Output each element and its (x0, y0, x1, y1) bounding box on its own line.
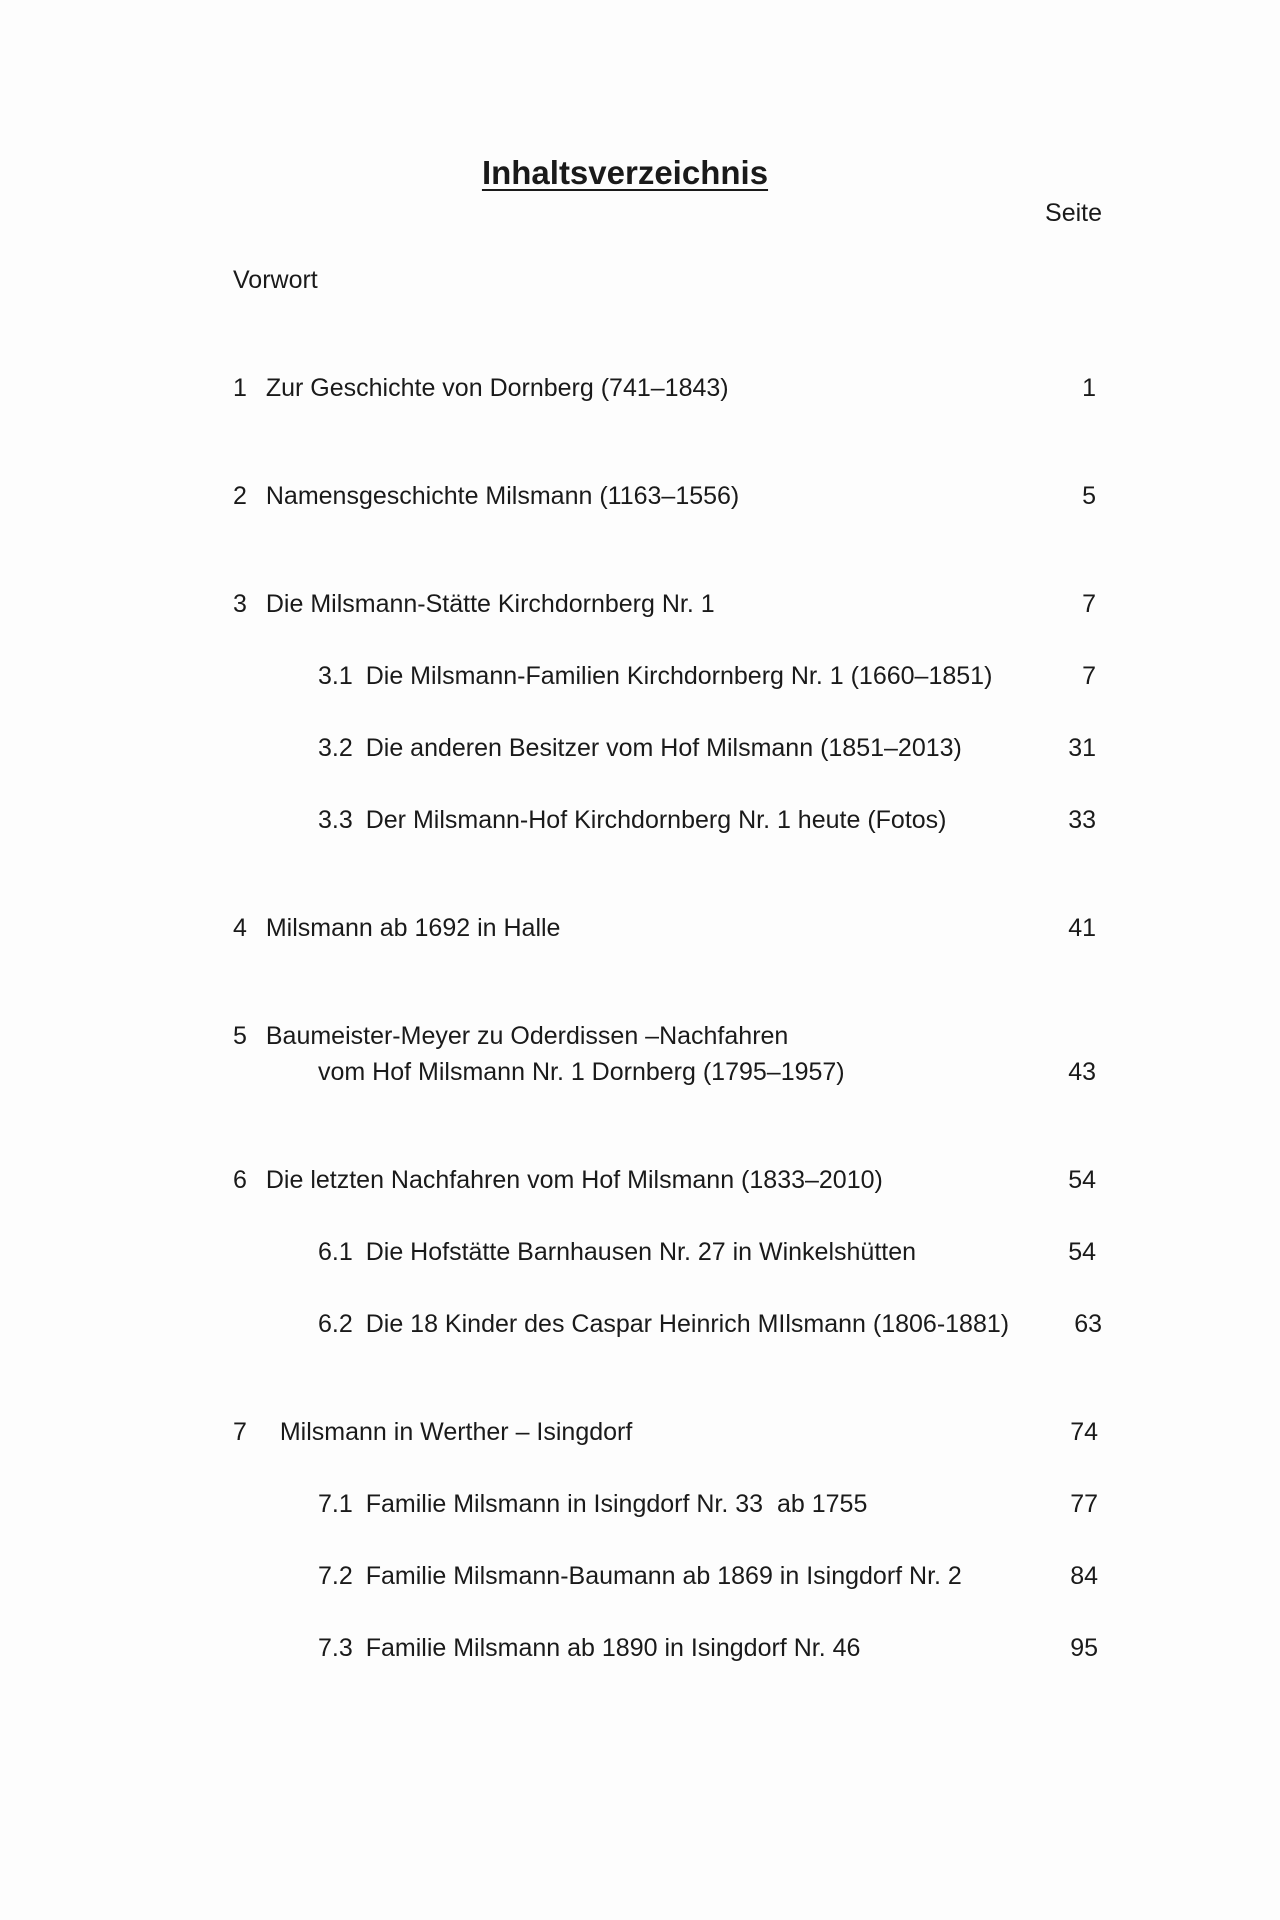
toc-subentry (318, 662, 992, 691)
toc-entry-text: Die Hofstätte Barnhausen Nr. 27 in Winkelshütten (365, 1238, 917, 1266)
toc-entry (233, 590, 715, 619)
toc-entry (233, 1166, 883, 1195)
toc-entry-number: 1 (233, 374, 247, 402)
toc-entry-number: 3.1 (318, 662, 353, 690)
toc-entry-text: Die Milsmann-Familien Kirchdornberg Nr. 1 (1660–1851) (365, 662, 993, 690)
toc-subentry (318, 1490, 867, 1519)
toc-entry (233, 1418, 632, 1447)
toc-entry-page: 74 (1070, 1418, 1098, 1446)
toc-entry-number: 7.2 (318, 1562, 353, 1590)
toc-entry-number: 7.3 (318, 1634, 353, 1662)
toc-entry-page: 54 (1068, 1238, 1096, 1266)
toc-entry-number: 3 (233, 590, 247, 618)
toc-subentry (318, 734, 962, 763)
toc-entry-page: 33 (1068, 806, 1096, 834)
toc-entry-text: Milsmann ab 1692 in Halle (265, 914, 561, 942)
toc-entry-number: 6.2 (318, 1310, 353, 1338)
toc-entry-page: 77 (1070, 1490, 1098, 1518)
toc-entry-page: 84 (1070, 1562, 1098, 1590)
toc-entry-continuation: vom Hof Milsmann Nr. 1 Dornberg (1795–1957) (318, 1058, 845, 1086)
toc-entry (233, 1022, 788, 1051)
toc-entry-number: 5 (233, 1022, 247, 1050)
toc-entry-page: 31 (1068, 734, 1096, 762)
toc-entry-text: Baumeister-Meyer zu Oderdissen –Nachfahren (265, 1022, 789, 1050)
toc-entry-number: 6 (233, 1166, 247, 1194)
page-column-label: Seite (1045, 199, 1102, 227)
toc-entry-text: Der Milsmann-Hof Kirchdornberg Nr. 1 heute (Fotos) (365, 806, 947, 834)
toc-entry-page: 95 (1070, 1634, 1098, 1662)
toc-entry-page: 7 (1082, 662, 1096, 690)
toc-entry-text: Familie Milsmann-Baumann ab 1869 in Isingdorf Nr. 2 (365, 1562, 962, 1590)
preface-entry: Vorwort (233, 266, 318, 294)
toc-entry-text: Familie Milsmann ab 1890 in Isingdorf Nr. 46 (365, 1634, 861, 1662)
toc-entry-page: 7 (1082, 590, 1096, 618)
toc-entry-text: Die letzten Nachfahren vom Hof Milsmann (1833–2010) (265, 1166, 883, 1194)
toc-entry-text: Die Milsmann-Stätte Kirchdornberg Nr. 1 (265, 590, 715, 618)
toc-entry-number: 4 (233, 914, 247, 942)
toc-entry-page: 41 (1068, 914, 1096, 942)
toc-entry (233, 482, 739, 511)
toc-title: Inhaltsverzeichnis (481, 154, 769, 191)
toc-subentry (318, 806, 947, 835)
toc-entry (233, 914, 560, 943)
toc-subentry (318, 1562, 962, 1591)
toc-entry-number: 2 (233, 482, 247, 510)
toc-entry-number: 6.1 (318, 1238, 353, 1266)
toc-entry-page: 54 (1068, 1166, 1096, 1194)
toc-entry-page: 5 (1082, 482, 1096, 510)
toc-entry-text: Familie Milsmann in Isingdorf Nr. 33 ab 1755 (365, 1490, 868, 1518)
toc-entry-page: 1 (1082, 374, 1096, 402)
toc-subentry (318, 1310, 1009, 1339)
toc-entry-number: 3.3 (318, 806, 353, 834)
toc-entry-text: Namensgeschichte Milsmann (1163–1556) (265, 482, 740, 510)
toc-entry-text: Zur Geschichte von Dornberg (741–1843) (265, 374, 729, 402)
toc-entry-text: Die anderen Besitzer vom Hof Milsmann (1851–2013) (365, 734, 962, 762)
toc-entry-number: 7.1 (318, 1490, 353, 1518)
toc-entry-number: 7 (233, 1418, 247, 1446)
toc-entry-text: Milsmann in Werther – Isingdorf (279, 1418, 633, 1446)
toc-entry-page: 43 (1068, 1058, 1096, 1086)
toc-entry-text: Die 18 Kinder des Caspar Heinrich MIlsmann (1806-1881) (365, 1310, 1010, 1338)
toc-subentry (318, 1634, 860, 1663)
toc-entry (233, 374, 729, 403)
toc-entry-page: 63 (1074, 1310, 1102, 1338)
toc-entry-number: 3.2 (318, 734, 353, 762)
toc-subentry (318, 1238, 916, 1267)
